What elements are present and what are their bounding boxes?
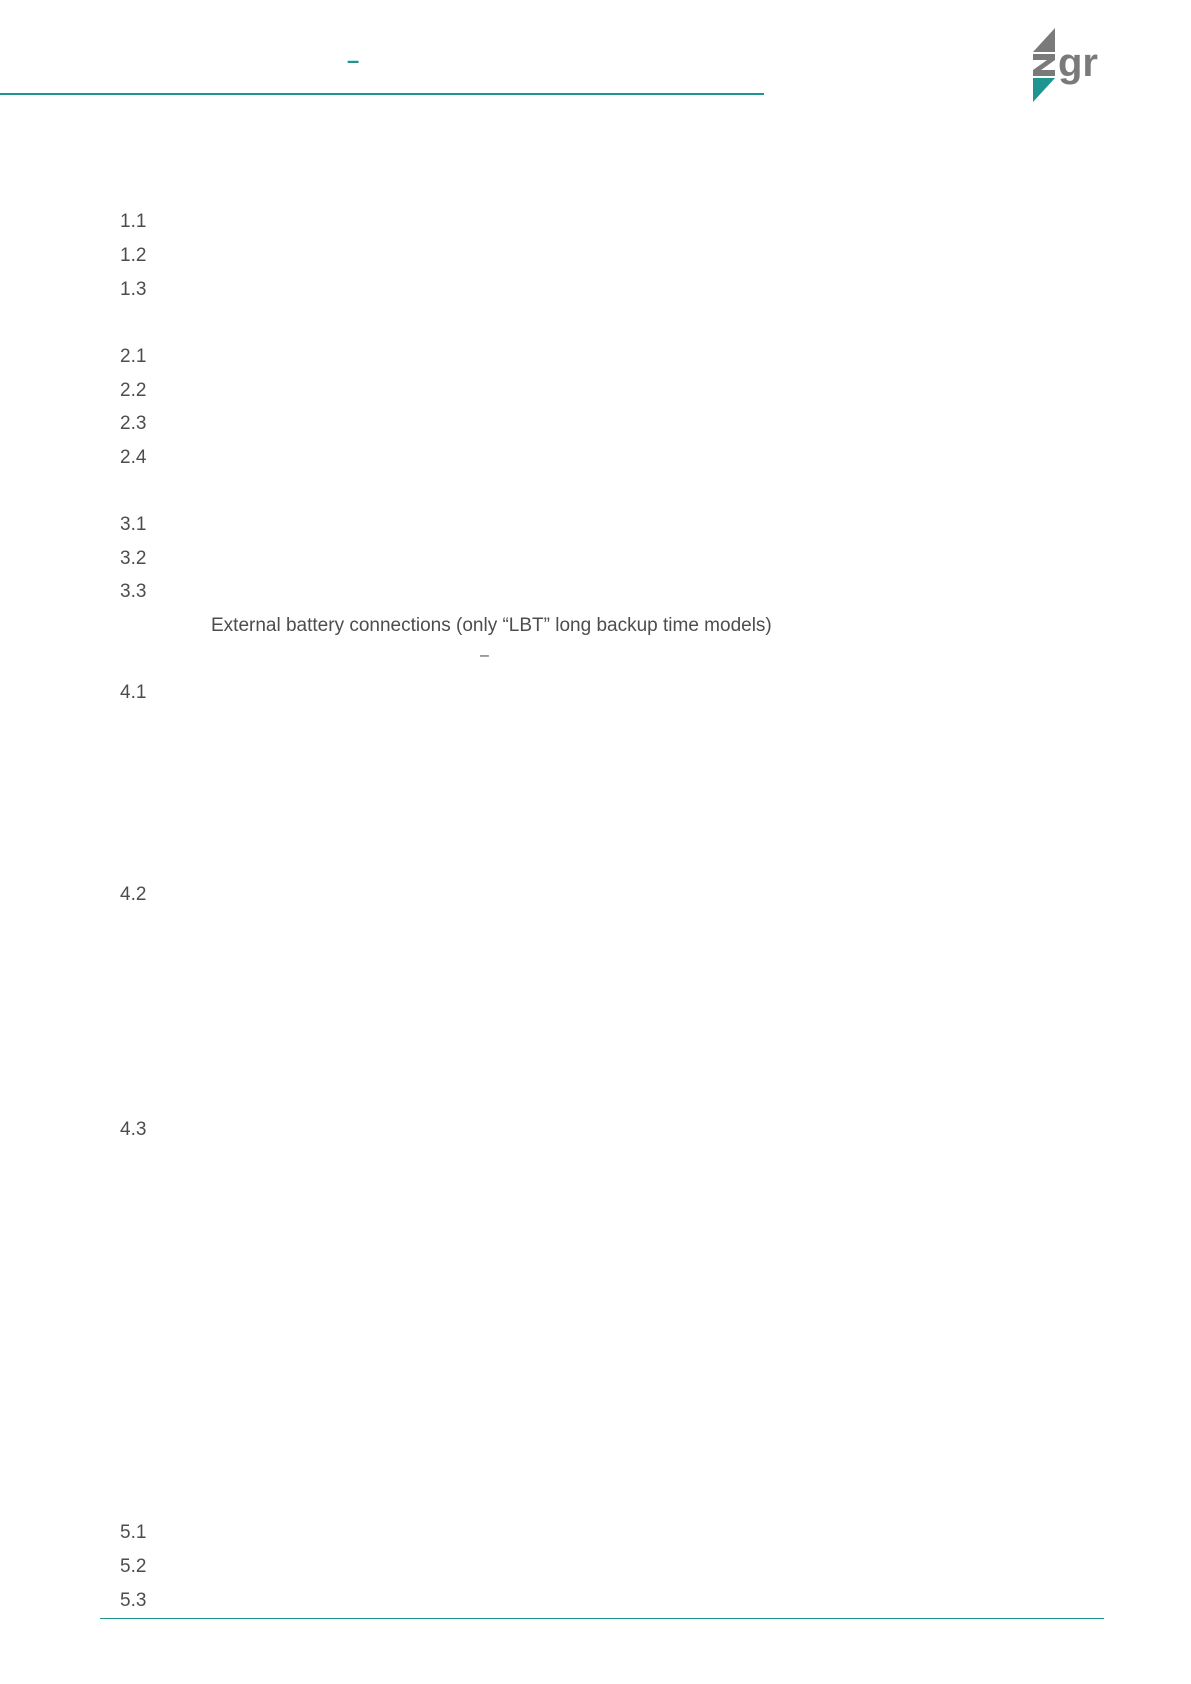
toc-number: 2.4 [120,447,147,468]
toc-number: 5.2 [120,1556,147,1577]
header-rule [0,93,764,95]
header-dash: – [347,48,360,73]
toc-number: 5.1 [120,1522,147,1543]
logo-gr-letters: gr [1058,41,1098,85]
logo-gray-triangle [1033,28,1055,52]
toc-number: 1.3 [120,279,147,300]
toc-number: 3.3 [120,581,147,602]
toc-number: 3.1 [120,514,147,535]
footer-rule [100,1618,1104,1619]
toc-number: 1.1 [120,211,147,232]
toc-number: 1.2 [120,245,147,266]
zgr-logo [1028,24,1118,104]
toc-number: 2.2 [120,380,147,401]
logo-z-letter [1033,54,1055,76]
toc-number: 4.1 [120,682,147,703]
toc-entry-external-battery: External battery connections (only “LBT” long backup time models) [211,615,772,636]
toc-number: 2.3 [120,413,147,434]
toc-number: 5.3 [120,1590,147,1611]
toc-dash: – [480,647,489,664]
toc-number: 2.1 [120,346,147,367]
toc-number: 4.2 [120,884,147,905]
logo-teal-triangle [1033,78,1055,102]
toc-number: 3.2 [120,548,147,569]
toc-number: 4.3 [120,1119,147,1140]
